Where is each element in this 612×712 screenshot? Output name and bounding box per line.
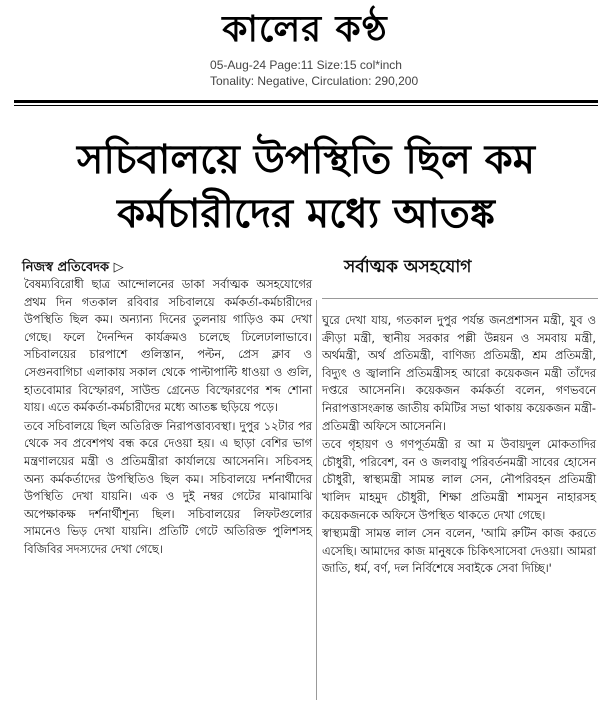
top-rule-thin [14,105,598,106]
column-divider [316,300,317,700]
clip-meta-date-page: 05-Aug-24 Page:11 Size:15 col*inch [210,58,402,72]
newspaper-name: কালের কণ্ঠ [222,8,388,50]
headline-line-2: কর্মচারীদের মধ্যে আতঙ্ক [117,190,495,237]
top-rule-thick [14,100,598,103]
right-column [322,312,596,579]
left-column [24,276,312,560]
byline: নিজস্ব প্রতিবেদক ▷ [22,260,124,275]
body-paragraph: স্বাস্থ্যমন্ত্রী সামন্ত লাল সেন বলেন, 'আমি রুটিন কাজ করতে এসেছি। আমাদের কাজ মানুষকে চিকিৎসাসেবা দেওয়া। আমরা জাতি, ধর্ম, বর্ণ, দল নির্বিশেষে সবাইকে সেবা দিচ্ছি।' [322,527,596,576]
body-paragraph: তবে গৃহায়ণ ও গণপূর্তমন্ত্রী র আ ম উবায়দুল মোকতাদির চৌধুরী, পরিবেশ, বন ও জলবায়ু পরিবর্তনমন্ত্রী সাবের হোসেন চৌধুরী, স্বাস্থ্যমন্ত্রী সামন্ত লাল সেন, নৌপরিবহন প্রতিমন্ত্রী খালিদ মাহমুদ চৌধুরী, শিক্ষা প্রতিমন্ত্রী শামসুন নাহারসহ কয়েকজনকে অফিসে উপস্থিত থাকতে দেখা গেছে। [322,438,596,522]
headline-line-1: সচিবালয়ে উপস্থিতি ছিল কম [77,136,535,183]
kicker-label: সর্বাত্মক অসহযোগ [344,257,472,277]
newspaper-logo [170,6,440,52]
body-paragraph: বৈষম্যবিরোধী ছাত্র আন্দোলনের ডাকা সর্বাত্মক অসহযোগের প্রথম দিন গতকাল রবিবার সচিবালয়ে কর্মকর্তা-কর্মচারীদের উপস্থিতি ছিল কম। অন্যান্য দিনের তুলনায় গাড়িও কম দেখা গেছে। ফলে দৈনন্দিন কার্যক্রমও চলেছে ঢিলেঢালাভাবে। সচিবালয়ের চারপাশে গুলিস্তান, পল্টন, প্রেস ক্লাব ও সেগুনবাগিচা এলাকায় সকাল থেকে পাল্টাপাল্টি ধাওয়া ও গুলি, হাতবোমার বিস্ফোরণ, সাউন্ড গ্রেনেড বিস্ফোরণের শব্দ শোনা যায়। এতে কর্মকর্তা-কর্মচারীদের মধ্যে আতঙ্ক ছড়িয়ে পড়ে। [24,278,312,415]
body-paragraph: ঘুরে দেখা যায়, গতকাল দুপুর পর্যন্ত জনপ্রশাসন মন্ত্রী, যুব ও ক্রীড়া মন্ত্রী, স্থানীয় সরকার পল্লী উন্নয়ন ও সমবায় মন্ত্রী, অর্থমন্ত্রী, অর্থ প্রতিমন্ত্রী, বাণিজ্য প্রতিমন্ত্রী, শ্রম প্রতিমন্ত্রী, বিদ্যুৎ ও জ্বালানি প্রতিমন্ত্রীসহ আরো কয়েকজন মন্ত্রী তাঁদের দপ্তরে আসেননি। কয়েকজন কর্মকর্তা বলেন, গণভবনে নিরাপত্তাসংক্রান্ত জাতীয় কমিটির সভা থাকায় কয়েকজন মন্ত্রী-প্রতিমন্ত্রী অফিসে আসেননি। [322,314,596,433]
kicker-underline [322,298,598,299]
body-paragraph: তবে সচিবালয়ে ছিল অতিরিক্ত নিরাপত্তাব্যবস্থা। দুপুর ১২টার পর থেকে সব প্রবেশপথ বন্ধ করে দেওয়া হয়। এ ছাড়া বেশির ভাগ মন্ত্রণালয়ের মন্ত্রী ও প্রতিমন্ত্রীরা কার্যালয়ে আসেননি। সচিবসহ অন্য কর্মকর্তাদের উপস্থিতিও ছিল কম। সচিবালয়ে দর্শনার্থীদের উপস্থিতি দেখা যায়নি। এক ও দুই নম্বর গেটের মাঝামাঝি অপেক্ষাকক্ষ দর্শনার্থীশূন্য ছিল। সচিবালয়ের লিফটগুলোর সামনেও ভিড় দেখা যায়নি। প্রতিটি গেটে অতিরিক্ত পুলিশসহ বিজিবির সদস্যদের দেখা গেছে। [24,419,312,556]
clip-meta-tonality: Tonality: Negative, Circulation: 290,200 [210,74,419,88]
